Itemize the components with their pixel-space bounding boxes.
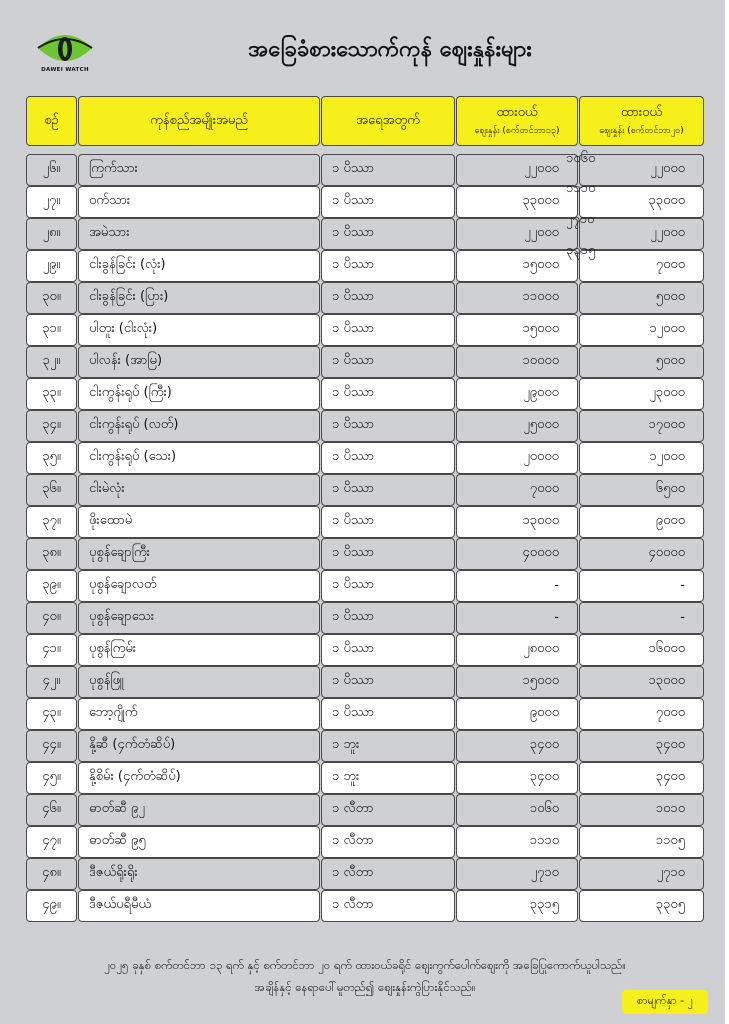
row-price-sep20: - [579, 570, 704, 602]
row-price-sep13: ၁၀၆၀ [456, 794, 578, 826]
row-price-sep20: ၃၄၀၀ [579, 730, 704, 762]
row-no: ၃၉။ [26, 570, 77, 602]
row-price-sep13: ၂၇၁၀ [456, 858, 578, 890]
table-row [26, 346, 704, 378]
row-unit: ၁ ပိဿာ [321, 410, 455, 442]
row-unit: ၁ လီတာ [321, 858, 455, 890]
row-unit: ၁ လီတာ [321, 890, 455, 922]
row-item: အမဲသား [78, 218, 320, 250]
table-row [26, 378, 704, 410]
row-price-sep20: ၁၆၀၀၀ [579, 634, 704, 666]
edge-strip [725, 0, 729, 1024]
header-unit: အရေအတွက် [321, 96, 455, 146]
row-price-sep20: ၁၂၀၀၀ [579, 314, 704, 346]
table-row [26, 506, 704, 538]
row-price-sep13: ၂၂၀၀၀ [456, 218, 578, 250]
table-row [26, 826, 704, 858]
footer-note: ၂၀၂၅ ခုနှစ် စက်တင်ဘာ ၁၃ ရက် နှင့် စက်တင်ဘာ ၂၀ ရက် ထားဝယ်ခရိုင် ဈေးကွက်ပေါက်ဈေးကို အခြေပြုကောက်ယူပါသည်။ [104, 958, 626, 972]
row-price-sep13: ၁၃၀၀၀ [456, 506, 578, 538]
row-item: ဒီဇယ်ရိုးရိုး [78, 858, 320, 890]
row-price-sep13: ၁၁၀၀၀ [456, 282, 578, 314]
table-row [26, 794, 704, 826]
row-unit: ၁ ပိဿာ [321, 442, 455, 474]
row-unit: ၁ ပိဿာ [321, 314, 455, 346]
row-no: ၃၄။ [26, 410, 77, 442]
footer-disclaimer: အချိန်နှင့် နေရာပေါ်မူတည်၍ ဈေးနှုန်းကွဲပြားနိုင်သည်။ [254, 980, 476, 994]
table-row [26, 442, 704, 474]
price-table [26, 96, 704, 922]
row-unit: ၁ ပိဿာ [321, 346, 455, 378]
header-price-sep13: ထားဝယ် ဈေးနှုန်း (စက်တင်ဘာ၁၃) [456, 96, 578, 146]
row-item: ဓာတ်ဆီ ၉၂ [78, 794, 320, 826]
row-price-sep20: ၂၂၀၀၀ [579, 154, 704, 186]
row-item: ပါလန်း (အာမြ) [78, 346, 320, 378]
row-price-sep20: ၄၀၀၀၀ [579, 538, 704, 570]
row-unit: ၁ ပိဿာ [321, 218, 455, 250]
row-unit: ၁ ပိဿာ [321, 474, 455, 506]
row-price-sep13: ၃၄၀၀ [456, 730, 578, 762]
row-price-sep13: ၁၅၀၀၀ [456, 250, 578, 282]
row-price-sep13: ၄၀၀၀၀ [456, 538, 578, 570]
row-unit: ၁ ပိဿာ [321, 698, 455, 730]
row-unit: ၁ ပိဿာ [321, 186, 455, 218]
row-no: ၃၂။ [26, 346, 77, 378]
row-no: ၃၀။ [26, 282, 77, 314]
row-unit: ၁ ပိဿာ [321, 666, 455, 698]
row-no: ၃၇။ [26, 506, 77, 538]
row-no: ၃၅။ [26, 442, 77, 474]
row-item: ပါတူး (ငါးလုံး) [78, 314, 320, 346]
row-unit: ၁ ပိဿာ [321, 634, 455, 666]
table-row [26, 474, 704, 506]
row-unit: ၁ ဘူး [321, 762, 455, 794]
row-no: ၄၂။ [26, 666, 77, 698]
row-no: ၄၈။ [26, 858, 77, 890]
row-price-sep20: ၁၃၀၀၀ [579, 666, 704, 698]
row-item: ပုစွန်ချောလတ် [78, 570, 320, 602]
row-no: ၂၈။ [26, 218, 77, 250]
row-item: ငါးကွန်းရုပ် (လတ်) [78, 410, 320, 442]
row-price-sep13: ၁၅၀၀၀ [456, 314, 578, 346]
row-price-sep13: - [456, 602, 578, 634]
row-no: ၄၇။ [26, 826, 77, 858]
row-price-sep20: ၇၀၀၀ [579, 250, 704, 282]
row-price-sep20: ၅၀၀၀ [579, 346, 704, 378]
row-unit: ၁ လီတာ [321, 826, 455, 858]
row-price-sep20: ၂၇၁၀ [579, 858, 704, 890]
table-row [26, 154, 704, 186]
row-price-sep20: ၁၀၁၀ [579, 794, 704, 826]
row-item: ဓာတ်ဆီ ၉၅ [78, 826, 320, 858]
row-unit: ၁ ပိဿာ [321, 602, 455, 634]
header-price-sep20: ထားဝယ် ဈေးနှုန်း (စက်တင်ဘာ၂၀) [579, 96, 704, 146]
stray-price-label: ၁၁၁၀ [566, 181, 596, 196]
row-price-sep13: ၂၀၀၀၀ [456, 442, 578, 474]
row-price-sep13: ၉၀၀၀ [456, 698, 578, 730]
row-item: ငါးခွန်ခြင်း (လုံး) [78, 250, 320, 282]
row-price-sep20: ၅၀၀၀ [579, 282, 704, 314]
row-item: ငါးခွန်ခြင်း (ပြား) [78, 282, 320, 314]
table-row [26, 858, 704, 890]
row-price-sep13: ၂၈၀၀၀ [456, 634, 578, 666]
row-no: ၃၃။ [26, 378, 77, 410]
row-no: ၄၅။ [26, 762, 77, 794]
row-no: ၄၆။ [26, 794, 77, 826]
row-price-sep20: ၂၂၀၀၀ [579, 218, 704, 250]
row-price-sep13: ၁၅၀၀၀ [456, 666, 578, 698]
row-price-sep20: ၃၃၀၅ [579, 890, 704, 922]
table-row [26, 538, 704, 570]
row-price-sep20: - [579, 602, 704, 634]
row-price-sep13: ၁၁၁၀ [456, 826, 578, 858]
table-row [26, 186, 704, 218]
row-unit: ၁ ပိဿာ [321, 378, 455, 410]
row-unit: ၁ ပိဿာ [321, 154, 455, 186]
row-unit: ၁ လီတာ [321, 794, 455, 826]
table-row [26, 698, 704, 730]
row-item: ငါးကွန်းရုပ် (ကြီး) [78, 378, 320, 410]
table-row [26, 250, 704, 282]
row-unit: ၁ ပိဿာ [321, 250, 455, 282]
table-row [26, 314, 704, 346]
row-price-sep13: ၃၃၀၀၀ [456, 186, 578, 218]
table-body [26, 154, 704, 922]
row-unit: ၁ ပိဿာ [321, 506, 455, 538]
table-row [26, 570, 704, 602]
row-price-sep20: ၃၃၀၀၀ [579, 186, 704, 218]
row-unit: ၁ ဘူး [321, 730, 455, 762]
row-no: ၄၄။ [26, 730, 77, 762]
row-unit: ၁ ပိဿာ [321, 538, 455, 570]
table-row [26, 634, 704, 666]
row-item: ဝက်သား [78, 186, 320, 218]
row-no: ၄၃။ [26, 698, 77, 730]
row-item: ကြက်သား [78, 154, 320, 186]
row-price-sep13: ၂၂၀၀၀ [456, 154, 578, 186]
row-price-sep13: ၃၄၀၀ [456, 762, 578, 794]
table-row [26, 890, 704, 922]
row-price-sep20: ၇၀၀၀ [579, 698, 704, 730]
row-price-sep20: ၁၇၀၀၀ [579, 410, 704, 442]
row-price-sep13: ၃၃၁၅ [456, 890, 578, 922]
row-price-sep20: ၉၀၀၀ [579, 506, 704, 538]
table-header [26, 96, 704, 146]
row-no: ၂၇။ [26, 186, 77, 218]
stray-price-label: ၂၇၁၀ [566, 212, 595, 227]
row-price-sep13: ၁၀၀၀၀ [456, 346, 578, 378]
row-item: ဘော့ဂျိုက် [78, 698, 320, 730]
row-item: ပုစွန်ချောကြီး [78, 538, 320, 570]
row-no: ၂၉။ [26, 250, 77, 282]
row-price-sep20: ၂၃၀၀၀ [579, 378, 704, 410]
row-no: ၃၆။ [26, 474, 77, 506]
row-item: ပုစွန်ချောသေး [78, 602, 320, 634]
stray-price-label: ၃၃၁၅ [566, 243, 596, 258]
row-item: နို့ဆီ (၄က်တံဆိပ်) [78, 730, 320, 762]
row-price-sep13: - [456, 570, 578, 602]
row-price-sep13: ၂၅၀၀၀ [456, 410, 578, 442]
row-no: ၄၉။ [26, 890, 77, 922]
row-item: ဖိုးထောမဲ [78, 506, 320, 538]
table-row [26, 730, 704, 762]
row-price-sep13: ၇၀၀၀ [456, 474, 578, 506]
row-no: ၃၈။ [26, 538, 77, 570]
row-price-sep13: ၂၉၀၀၀ [456, 378, 578, 410]
table-row [26, 282, 704, 314]
row-item: ဒီဇယ်ပရီမီယံ [78, 890, 320, 922]
row-item: ငါးမဲလုံး [78, 474, 320, 506]
row-no: ၃၁။ [26, 314, 77, 346]
row-item: ငါးကွန်းရုပ် (သေး) [78, 442, 320, 474]
header-no: စဉ် [26, 96, 77, 146]
table-row [26, 218, 704, 250]
row-price-sep20: ၆၅၀၀ [579, 474, 704, 506]
dawei-watch-logo-icon [30, 28, 100, 68]
row-item: ပုစွန်ဖြူ [78, 666, 320, 698]
row-unit: ၁ ပိဿာ [321, 570, 455, 602]
row-price-sep20: ၁၁၀၅ [579, 826, 704, 858]
row-price-sep20: ၃၄၀၀ [579, 762, 704, 794]
page-number: စာမျက်နှာ - ၂ [622, 990, 708, 1014]
page-title: အခြေခံစားသောက်ကုန် ဈေးနှုန်းများ [248, 37, 532, 62]
row-no: ၄၀။ [26, 602, 77, 634]
row-item: ပုစွန်ကြမ်း [78, 634, 320, 666]
stray-price-label: ၁၀၆၀ [566, 151, 596, 166]
row-item: နို့စိမ်း (၄က်တံဆိပ်) [78, 762, 320, 794]
row-unit: ၁ ပိဿာ [321, 282, 455, 314]
table-row [26, 762, 704, 794]
table-row [26, 410, 704, 442]
table-row [26, 602, 704, 634]
header-item: ကုန်စည်အမျိုးအမည် [78, 96, 320, 146]
brand-name: DAWEI WATCH [41, 67, 89, 73]
row-no: ၂၆။ [26, 154, 77, 186]
row-price-sep20: ၁၂၀၀၀ [579, 442, 704, 474]
row-no: ၄၁။ [26, 634, 77, 666]
table-row [26, 666, 704, 698]
